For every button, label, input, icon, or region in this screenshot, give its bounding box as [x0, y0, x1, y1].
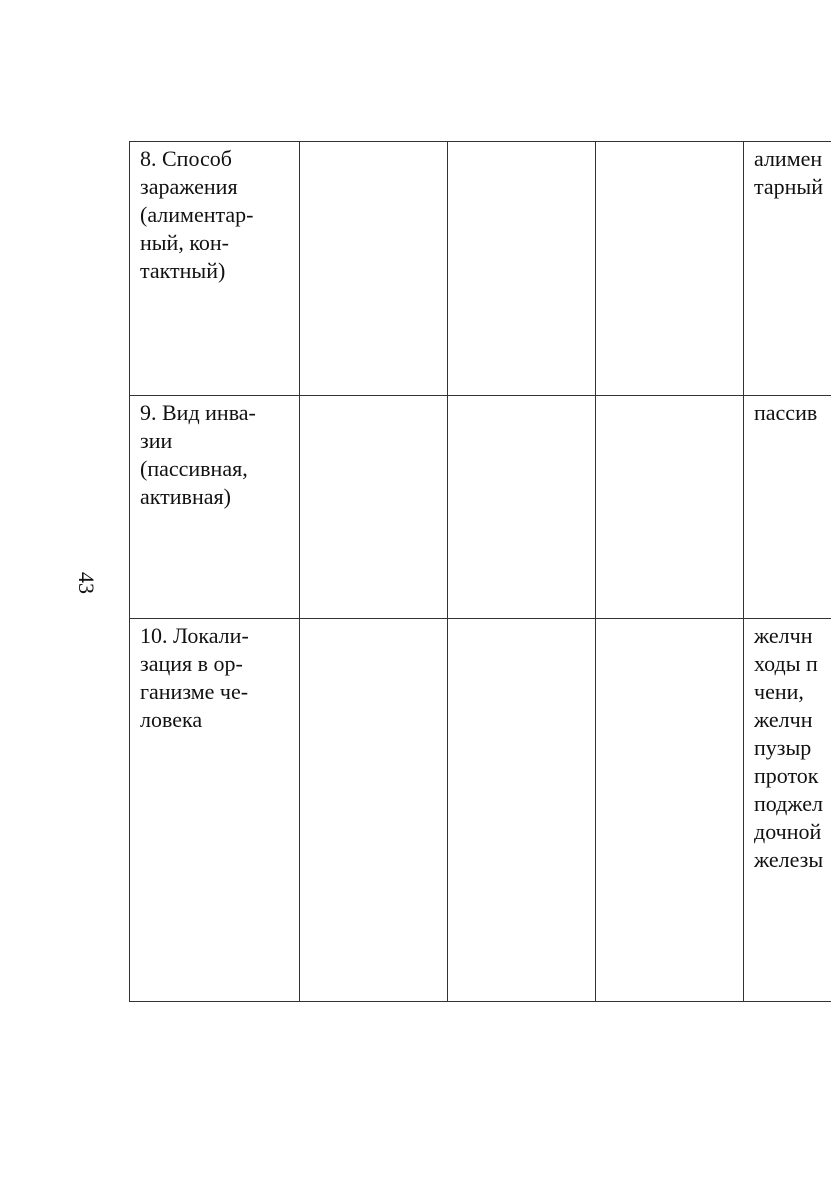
- page-number: 43: [74, 572, 99, 594]
- table-row: [130, 619, 831, 1002]
- empty-cell: [596, 619, 744, 1002]
- empty-cell: [300, 396, 448, 619]
- empty-cell: [596, 396, 744, 619]
- empty-cell: [448, 396, 596, 619]
- comparison-table: [129, 141, 831, 1002]
- value-cell: желчн ходы п чени, желчн пузыр проток поджел дочной железы: [744, 619, 831, 1002]
- table-row: [130, 396, 831, 619]
- value-cell: пассив: [744, 396, 831, 619]
- row-label-cell: 8. Способ заражения (алиментар- ный, кон- тактный): [130, 142, 300, 396]
- empty-cell: [596, 142, 744, 396]
- row-label-cell: 9. Вид инва- зии (пассивная, активная): [130, 396, 300, 619]
- table-row: [130, 142, 831, 396]
- empty-cell: [448, 142, 596, 396]
- value-cell: алимен тарный: [744, 142, 831, 396]
- empty-cell: [300, 142, 448, 396]
- empty-cell: [300, 619, 448, 1002]
- empty-cell: [448, 619, 596, 1002]
- table-container: [129, 141, 831, 1005]
- row-label-cell: 10. Локали- зация в ор- ганизме че- ловека: [130, 619, 300, 1002]
